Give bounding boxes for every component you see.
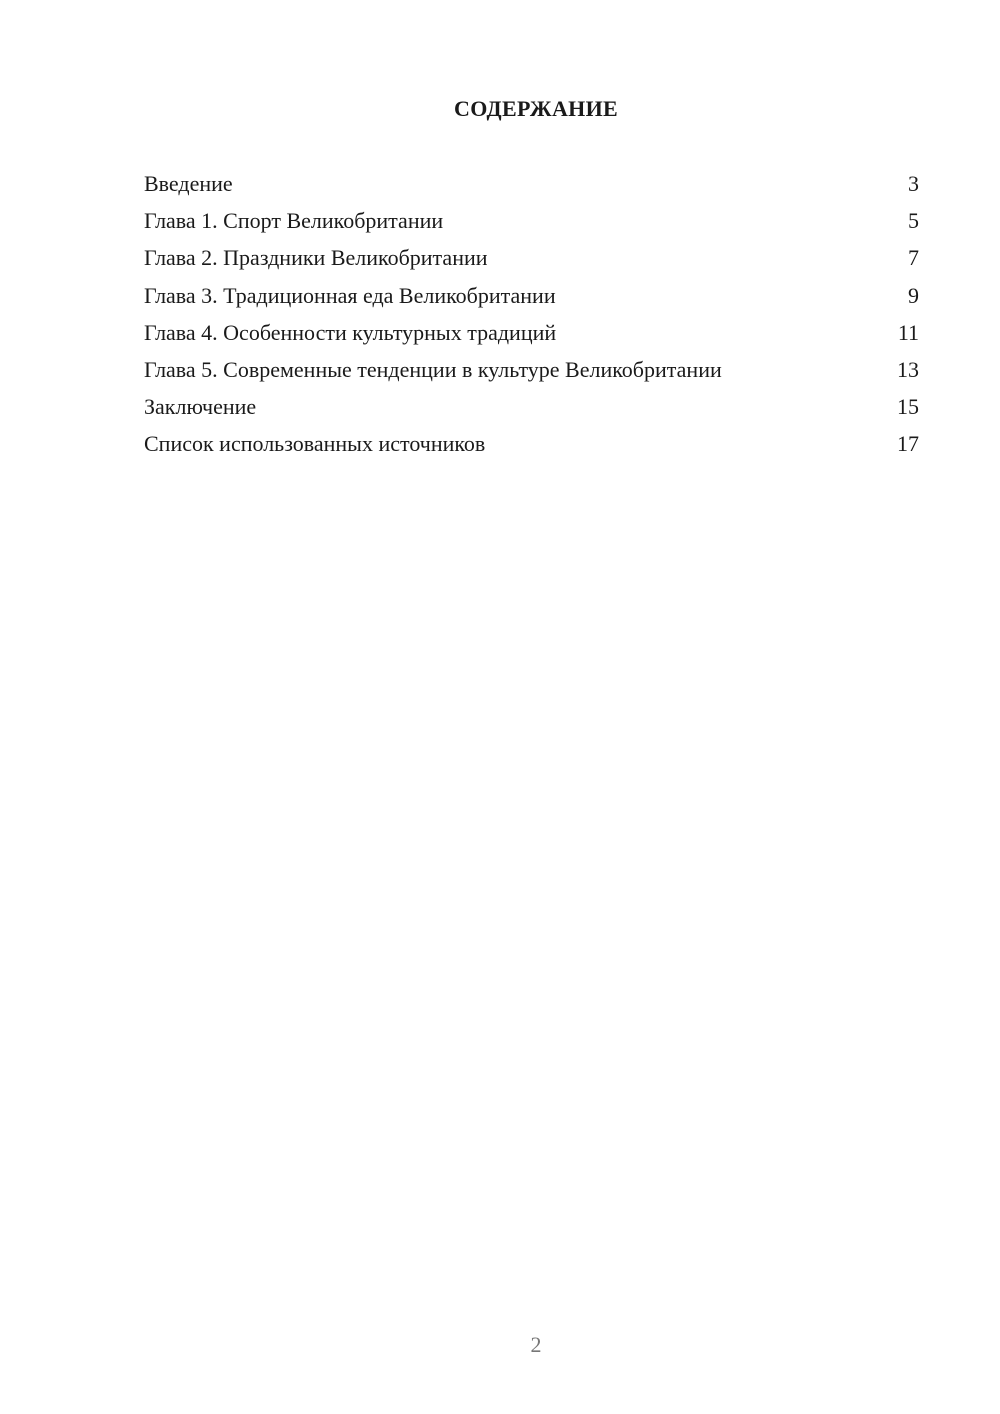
toc-entry-title: Глава 3. Традиционная еда Великобритании [144, 282, 556, 308]
toc-entry[interactable] [144, 168, 919, 205]
toc-entry-title: Заключение [144, 394, 257, 420]
page-number: 2 [530, 1332, 542, 1357]
toc-entry-page: 5 [908, 208, 919, 234]
toc-entry-page: 7 [908, 245, 919, 271]
table-of-contents [144, 168, 919, 466]
page-title: СОДЕРЖАНИЕ [454, 96, 618, 121]
toc-entry-title: Глава 2. Праздники Великобритании [144, 245, 488, 271]
toc-entry[interactable] [144, 280, 919, 317]
toc-entry-title: Список использованных источников [144, 431, 486, 457]
toc-entry-page: 17 [897, 431, 919, 457]
toc-entry-title: Глава 4. Особенности культурных традиций [144, 319, 557, 345]
toc-entry-page: 3 [908, 171, 919, 196]
toc-entry-page: 11 [897, 319, 919, 345]
toc-entry[interactable] [144, 428, 919, 465]
toc-entry[interactable] [144, 205, 919, 242]
toc-entry[interactable] [144, 391, 919, 428]
toc-entry-page: 13 [897, 356, 919, 382]
toc-entry-title: Введение [144, 171, 233, 196]
toc-entry[interactable] [144, 317, 919, 354]
toc-entry-title: Глава 1. Спорт Великобритании [144, 208, 444, 234]
toc-entry[interactable] [144, 242, 919, 279]
toc-entry-title: Глава 5. Современные тенденции в культуре Великобритании [144, 356, 722, 382]
toc-entry-page: 9 [908, 282, 919, 308]
toc-entry[interactable] [144, 354, 919, 391]
toc-entry-page: 15 [897, 394, 919, 420]
